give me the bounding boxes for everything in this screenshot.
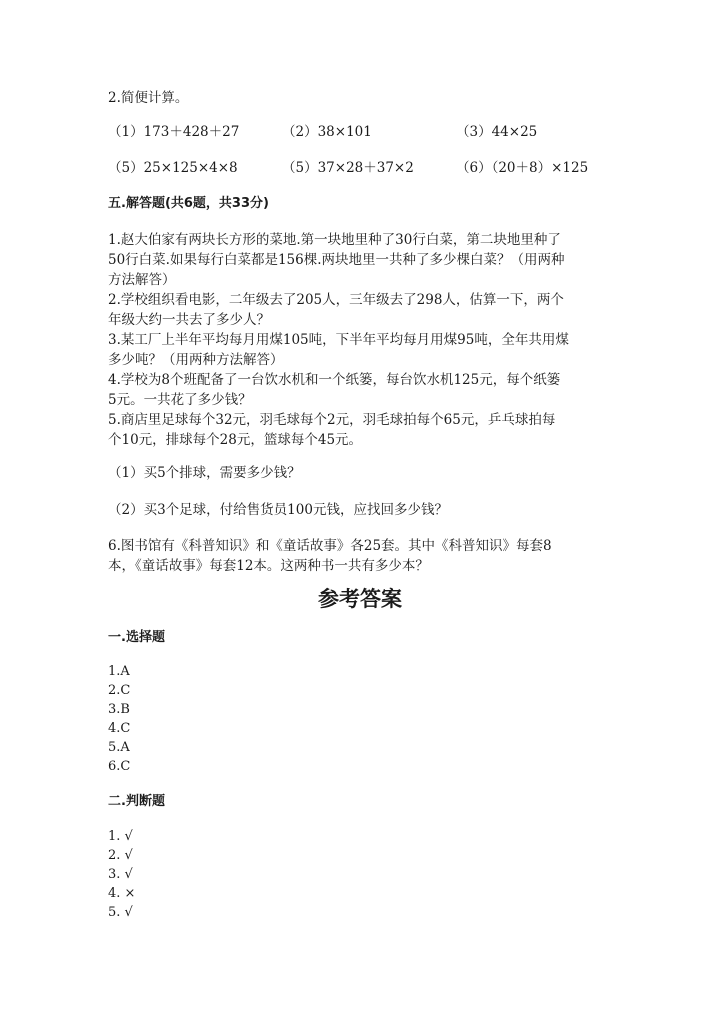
calc-item: （5）25×125×4×8 xyxy=(108,160,238,176)
question-3-line: 多少吨？（用两种方法解答） xyxy=(108,352,284,368)
calc-item: （6）（20＋8）×125 xyxy=(456,160,589,176)
question-4-line: 5元。一共花了多少钱？ xyxy=(108,392,252,408)
question-3-line: 3.某工厂上半年平均每月用煤105吨，下半年平均每月用煤95吨，全年共用煤 xyxy=(108,332,569,348)
answers-judgement-heading: 二.判断题 xyxy=(108,794,165,809)
answer-item: 3.B xyxy=(108,702,130,717)
answer-item: 6.C xyxy=(108,759,131,774)
calc-item: （3）44×25 xyxy=(456,124,538,140)
question-6-line: 6.图书馆有《科普知识》和《童话故事》各25套。其中《科普知识》每套8 xyxy=(108,538,552,554)
answer-item: 3. √ xyxy=(108,867,133,882)
answer-item: 4.C xyxy=(108,721,131,736)
answer-item: 5. √ xyxy=(108,905,133,920)
answer-item: 2. √ xyxy=(108,848,133,863)
question-6-line: 本，《童话故事》每套12本。这两种书一共有多少本？ xyxy=(108,558,429,574)
answer-item: 1. √ xyxy=(108,829,133,844)
section-heading-simple-calc: 2.简便计算。 xyxy=(108,90,189,106)
answers-choice-heading: 一.选择题 xyxy=(108,630,165,645)
question-5-line: 个10元，排球每个28元，篮球每个45元。 xyxy=(108,432,363,448)
calc-item: （2）38×101 xyxy=(282,124,372,140)
question-2-line: 2.学校组织看电影，二年级去了205人，三年级去了298人，估算一下，两个 xyxy=(108,292,564,308)
question-5-sub-2: （2）买3个足球，付给售货员100元钱，应找回多少钱？ xyxy=(108,502,448,518)
calc-item: （5）37×28＋37×2 xyxy=(282,160,414,176)
section-heading-word-problems: 五.解答题(共6题，共33分) xyxy=(108,196,269,211)
answer-item: 2.C xyxy=(108,683,131,698)
calc-item: （1）173＋428＋27 xyxy=(108,124,240,140)
answer-item: 1.A xyxy=(108,664,130,679)
question-1-line: 1.赵大伯家有两块长方形的菜地.第一块地里种了30行白菜，第二块地里种了 xyxy=(108,232,561,248)
answer-item: 4. × xyxy=(108,886,136,901)
question-1-line: 50行白菜.如果每行白菜都是156棵.两块地里一共种了多少棵白菜？（用两种 xyxy=(108,252,565,268)
question-2-line: 年级大约一共去了多少人？ xyxy=(108,312,270,328)
question-4-line: 4.学校为8个班配备了一台饮水机和一个纸篓，每台饮水机125元，每个纸篓 xyxy=(108,372,561,388)
answer-item: 5.A xyxy=(108,740,130,755)
answer-key-title: 参考答案 xyxy=(318,586,402,611)
question-5-sub-1: （1）买5个排球，需要多少钱？ xyxy=(108,465,301,481)
question-5-line: 5.商店里足球每个32元，羽毛球每个2元，羽毛球拍每个65元，乒乓球拍每 xyxy=(108,412,556,428)
question-1-line: 方法解答） xyxy=(108,272,176,288)
